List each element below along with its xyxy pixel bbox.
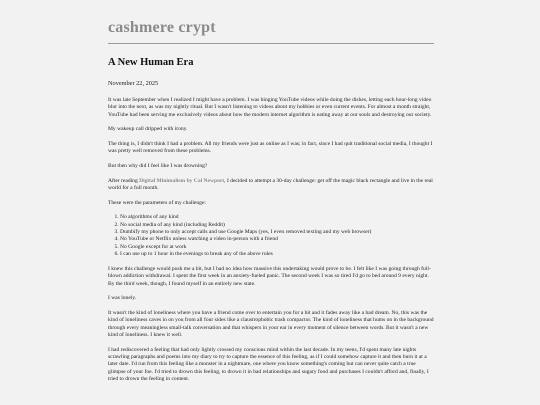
book-link[interactable]: Digital Minimalism by Cal Newport — [139, 177, 225, 184]
paragraph-10: I had rediscovered a feeling that had only lightly crossed my conscious mind within the last decade. In my teens, I'd spent many late nights scrawling paragraphs and poems into my diary to try to capture the essence of this feeling, as if I could somehow capture it and then burn it at a later date. I'd run from this feeling like a monster in a nightmare, one where you know something's coming but can never quite catch a true glimpse of your foe. I'd tried to drown this feeling, to drown it in bad relationships and sugary food and purchases I couldn't afford and, finally, I tried to drown the feeling in content. — [108, 346, 429, 383]
list-item: 6. I can use up to 1 hour in the evenings to break any of the above rules — [120, 251, 434, 258]
paragraph-7: I knew this challenge would push me a bit, but I had no idea how massive this undertaking would prove to be. I felt like I was going through full-blown addiction withdrawal. I spent the first week in an anxiety-fueled panic. The second week I was so tired I'd go to bed around 9 every night. By the third week, though, I found myself in an entirely new state. — [108, 265, 431, 287]
list-item: 1. No algorithms of any kind — [120, 214, 434, 221]
paragraph-9: It wasn't the kind of loneliness where you have a friend come over to entertain you for a bit and it fades away like a bad dream. No, this was the kind of loneliness caves in on you from all four sides like a claustrophobic trash compactor. The kind of loneliness that hums on in the background through every meaningless small-talk conversation and that whispers in your ear in every moment of silence between words. But it wasn't a new kind of loneliness. I knew it well. — [108, 309, 434, 339]
post-title: A New Human Era — [108, 57, 194, 68]
list-item: 3. Dumbify my phone to only accept calls and use Google Maps (yes, I even removed texting and my web browser) — [120, 229, 434, 236]
header-divider — [108, 43, 434, 44]
site-title-link[interactable]: cashmere crypt — [108, 19, 216, 36]
post-date: November 22, 2025 — [108, 80, 159, 87]
content-column — [108, 0, 434, 391]
paragraph-1: It was late September when I realized I might have a problem. I was binging YouTube videos while doing the dishes, letting each hour-long video blur into the next, as was my nightly ritual. But I wasn't listening to videos about my hobbies or even current events. For almost a month straight, YouTube had been serving me exclusively videos about how the modern internet algorithm is eating away at our souls and destroying our society. — [108, 97, 432, 118]
post-article — [108, 56, 434, 384]
paragraph-5-lead: After reading — [108, 177, 140, 184]
paragraph-5-rest: , I decided to attempt a 30-day challenge: get off the magic black rectangle and live in the real world for a full month. — [108, 177, 433, 191]
paragraph-3: The thing is, I didn't think I had a problem. All my friends were just as online as I was; in fact, since I had quit traditional social media, I thought I was pretty well removed from these problems. — [108, 141, 433, 155]
challenge-rules-list — [108, 214, 434, 258]
list-item: 2. No social media of any kind (including Reddit) — [120, 222, 434, 229]
list-item: 5. No Google except for at work — [120, 244, 434, 251]
post-body — [108, 97, 434, 384]
site-header — [108, 0, 434, 44]
paragraph-6: These were the parameters of my challenge: — [108, 199, 206, 206]
paragraph-2: My wakeup call dripped with irony. — [108, 126, 188, 133]
paragraph-8: I was lonely. — [108, 295, 137, 302]
paragraph-4: But then why did I feel like I was drowning? — [108, 163, 208, 169]
paragraph-5 — [108, 178, 434, 193]
list-item: 4. No YouTube or Netflix unless watching a video in-person with a friend — [120, 236, 434, 243]
